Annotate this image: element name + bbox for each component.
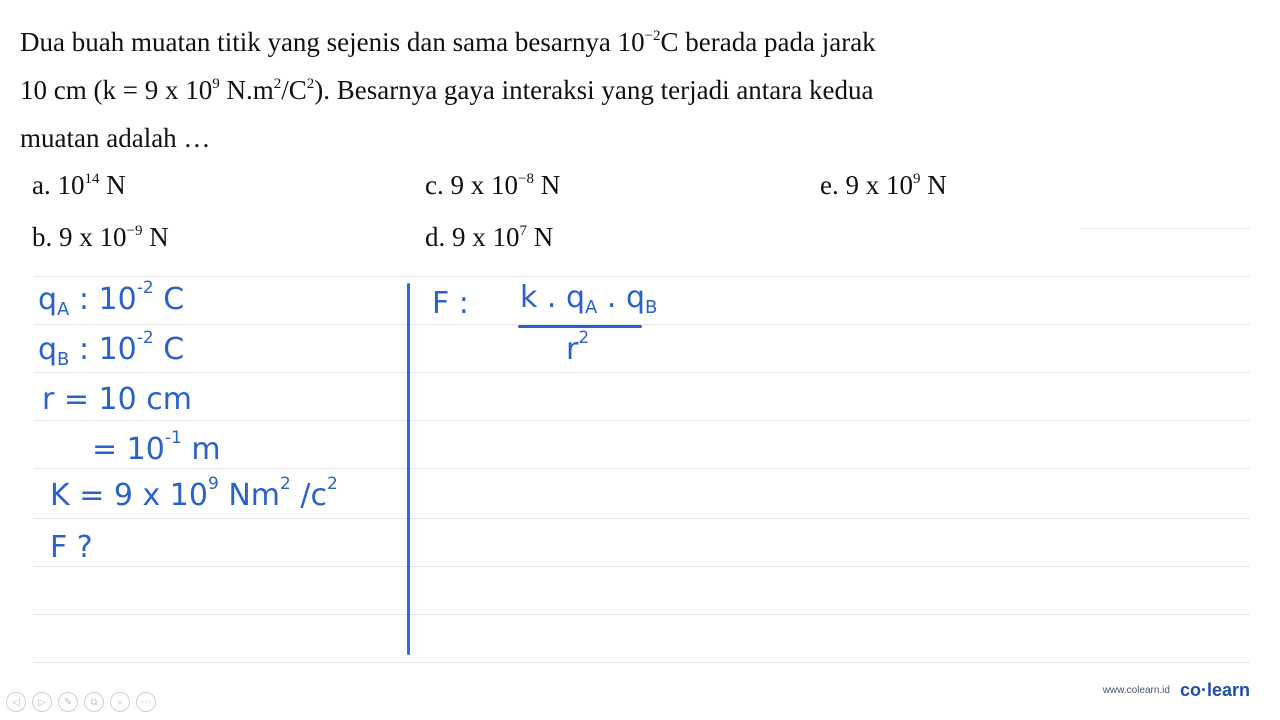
hw-formula-numerator: k . $q_A$ . $q_B$: [520, 280, 658, 318]
hw-formula-lhs: F :: [432, 286, 469, 321]
zoom-icon[interactable]: ⌕: [110, 692, 130, 712]
hw-r-meters: = $10^{-1}$ m: [92, 428, 221, 467]
ruled-line: [34, 614, 1250, 615]
brand-logo: co·learn: [1179, 680, 1250, 700]
hw-r: r = 10 cm: [42, 382, 192, 417]
option-d[interactable]: d. 9 x $10^7$ N: [425, 222, 554, 252]
hw-qb: $q_B$ : $10^{-2}$ C: [38, 328, 185, 370]
player-toolbar: [6, 692, 156, 712]
hw-formula-denominator: $r^2$: [566, 328, 590, 367]
brand: [1103, 680, 1250, 701]
next-icon[interactable]: ▷: [32, 692, 52, 712]
ruled-line: [34, 566, 1250, 567]
more-icon[interactable]: ⋯: [136, 692, 156, 712]
ruled-line: [34, 372, 1250, 373]
ruled-line: [1080, 228, 1250, 229]
brand-url[interactable]: www.colearn.id: [1102, 685, 1170, 696]
question-text: [20, 18, 1080, 162]
option-b[interactable]: b. 9 x $10^{-9}$ N: [32, 222, 169, 252]
ruled-line: [34, 276, 1250, 277]
column-divider: [407, 283, 410, 655]
question-line-1: Dua buah muatan titik yang sejenis dan sama besarnya $10^{-2}C$ berada pada jarak: [20, 27, 876, 57]
hw-qa: $q_A$ : $10^{-2}$ C: [38, 278, 185, 320]
prev-icon[interactable]: ◁: [6, 692, 26, 712]
hw-f: F ?: [50, 530, 93, 565]
ruled-line: [34, 420, 1250, 421]
option-a[interactable]: a. $10^{14}$ N: [32, 170, 126, 200]
question-line-3: muatan adalah …: [20, 123, 211, 153]
pen-icon[interactable]: ✎: [58, 692, 78, 712]
copy-icon[interactable]: ⧉: [84, 692, 104, 712]
hw-k: K = 9 x $10^9$ Nm$^2$ $/c^2$: [50, 474, 338, 513]
ruled-line: [34, 662, 1250, 663]
ruled-line: [34, 518, 1250, 519]
option-e[interactable]: e. 9 x $10^9$ N: [820, 170, 947, 200]
ruled-line: [34, 324, 1250, 325]
question-line-2: 10 cm (k = 9 x $10^9$ $N.m^2/C^2$). Besarnya gaya interaksi yang terjadi antara kedua: [20, 75, 874, 105]
option-c[interactable]: c. 9 x $10^{-8}$ N: [425, 170, 561, 200]
